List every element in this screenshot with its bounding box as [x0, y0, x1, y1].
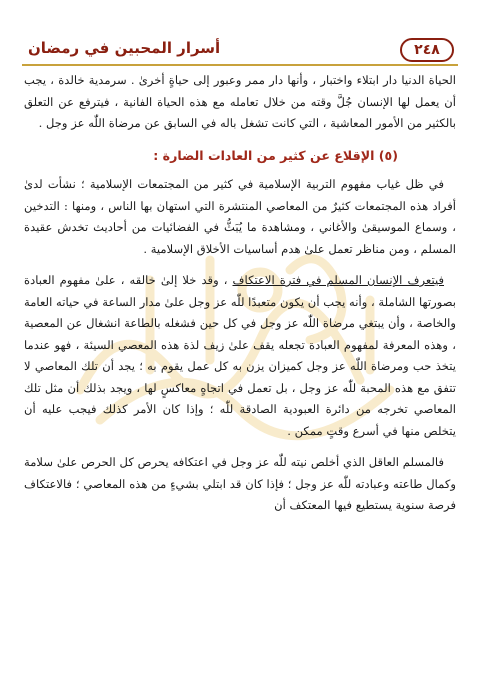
paragraph-itikaf: [24, 270, 456, 442]
paragraph-itikaf-text: ، وقد خلا إلىٰ خالقه ، علىٰ مفهوم العبادة بصورتها الشاملة ، وأنه يجب أن يكون متعبدًا للّٰه عز وجل علىٰ مدار الساعة في حياته العامة والخاصة ، وأن يبتغي مرضاة اللّٰه عز وجل في كل حين فشغله بالطاعة انشغال عن المعصية ، وهذه المعرفة لمفهوم العبادة تجعله يقف علىٰ زيف لذة هذه المعصي السيئة ، فهو عندما يتخذ حب ومرضاة اللّٰه عز وجل كميزان يزن به كل عمل يقوم به ؛ يجد أن تلك المعاصي لا تتفق مع هذه المحبة للّٰه عز وجل ، بل تعمل في اتجاهٍ معاكسٍ لها ، ويجد بذلك أن مثل تلك المعاصي تخرجه من دائرة العبودية الصادقة للّٰه ؛ وإذا كان الأمر كذلك فيجب عليه أن يتخلص منها في أسرع وقتٍ ممكن .: [24, 273, 456, 438]
page-number: ٢٤٨: [400, 38, 454, 62]
page-header: [22, 34, 458, 66]
page-body: [24, 70, 456, 671]
paragraph-continuation: الحياة الدنيا دار ابتلاء واختبار ، وأنها دار ممر وعبور إلى حياةٍ أخرىٰ . سرمدية خالدة ، يجب أن يعمل لها الإنسان جُلَّ وقته من خلال تعامله مع هذه الحياة الفانية ، فيترفع عن التعلق بالكثير من الأمور المعاشية ، التي كانت تشغل باله في السابق عن مرضاة اللّٰه عز وجل .: [24, 73, 456, 130]
section-heading: (٥) الإقلاع عن كثير من العادات الضارة :: [153, 147, 398, 163]
paragraph-harmful-habits: في ظل غياب مفهوم التربية الإسلامية في كثير من المجتمعات الإسلامية ؛ نشأت لدىٰ أفراد هذه المجتمعات كثيرٌ من المعاصي المنتشرة التي استهان بها الناس ، ومنها : التدخين ، وسماع الموسيقىٰ والأغاني ، ومشاهدة ما يُبَثُّ في الفضائيات من أحاديث تخدش عقيدة المسلم ، ومن مناظر تعمل علىٰ هدم أساسيات الأخلاق الإسلامية .: [24, 177, 456, 256]
book-title: أسرار المحبين في رمضان: [28, 39, 221, 57]
paragraph-conclusion: فالمسلم العاقل الذي أخلص نيته للّٰه عز وجل في اعتكافه يحرص كل الحرص علىٰ سلامة وكمال طاعته وعبادته للّٰه عز وجل ؛ فإذا كان قد ابتلي بشيءٍ من هذه المعاصي ؛ فالاعتكاف فرصة سنوية يستطيع فيها المعتكف أن: [24, 455, 456, 512]
underlined-phrase: فيتعرف الإنسان المسلم في فترة الاعتكاف: [232, 273, 444, 287]
